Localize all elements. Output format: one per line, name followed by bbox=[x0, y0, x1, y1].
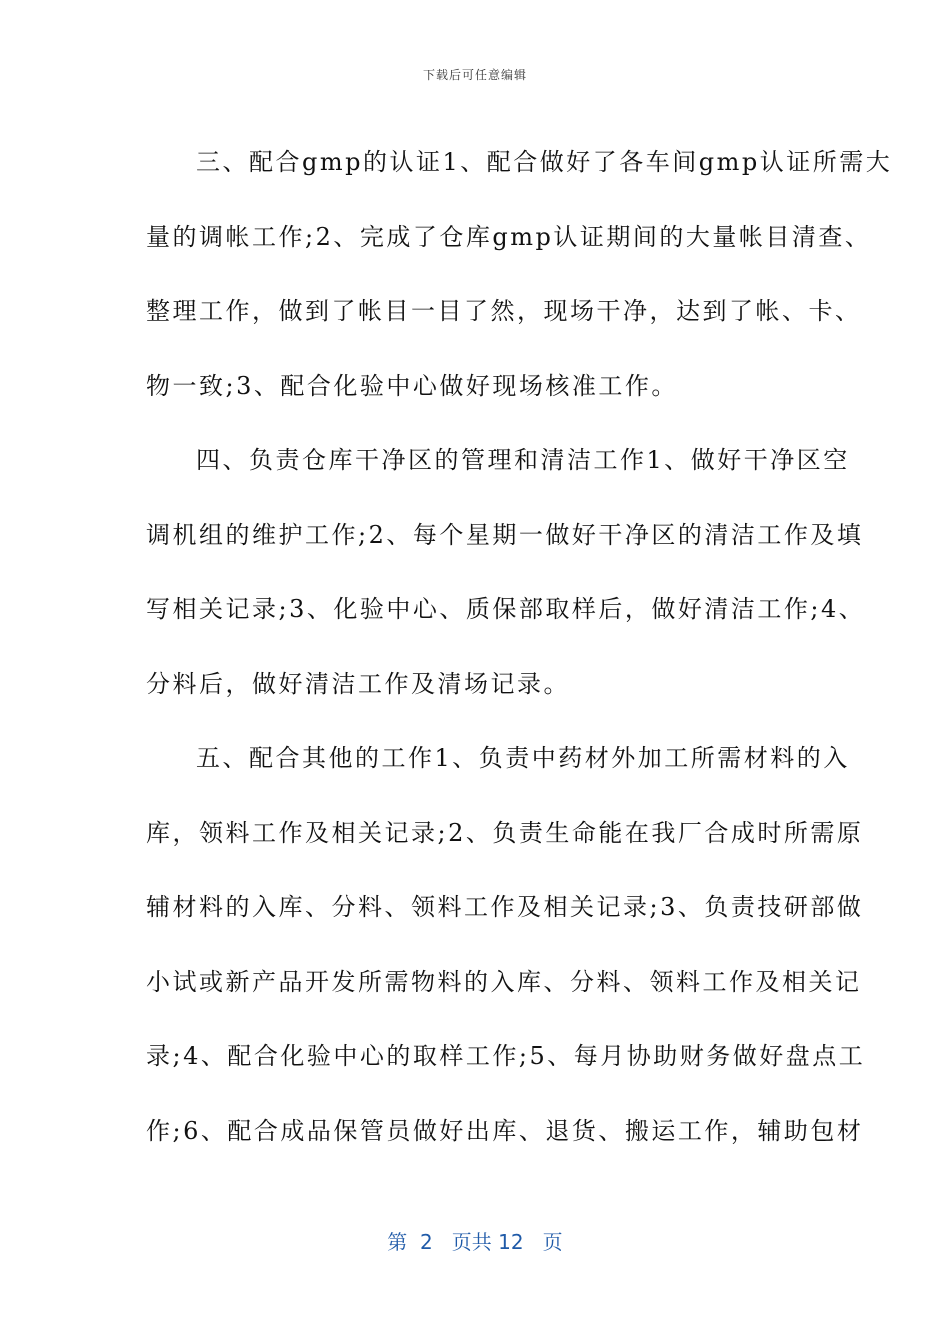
text-line: 四、负责仓库干净区的管理和清洁工作1、做好干净区空 bbox=[196, 446, 850, 474]
text-line: 物一致;3、配合化验中心做好现场核准工作。 bbox=[146, 371, 678, 400]
paragraph-5 bbox=[146, 721, 866, 1168]
text-line: 小试或新产品开发所需物料的入库、分料、领料工作及相关记 bbox=[146, 967, 862, 996]
text-line: 辅材料的入库、分料、领料工作及相关记录;3、负责技研部做 bbox=[146, 893, 864, 921]
page-number: 第 2 页共 12 页 bbox=[387, 1230, 563, 1254]
text-line: 调机组的维护工作;2、每个星期一做好干净区的清洁工作及填 bbox=[146, 520, 864, 549]
text-line: 录;4、配合化验中心的取样工作;5、每月协助财务做好盘点工 bbox=[146, 1042, 866, 1070]
text-line: 整理工作，做到了帐目一目了然，现场干净，达到了帐、卡、 bbox=[146, 297, 862, 325]
text-line: 写相关记录;3、化验中心、质保部取样后，做好清洁工作;4、 bbox=[146, 595, 866, 623]
paragraph-4 bbox=[146, 423, 866, 721]
text-line: 库，领料工作及相关记录;2、负责生命能在我厂合成时所需原 bbox=[146, 818, 864, 847]
text-line: 三、配合gmp的认证1、配合做好了各车间gmp认证所需大 bbox=[196, 148, 893, 176]
text-line: 分料后，做好清洁工作及清场记录。 bbox=[146, 669, 570, 698]
text-line: 五、配合其他的工作1、负责中药材外加工所需材料的入 bbox=[196, 744, 850, 772]
document-body bbox=[146, 125, 893, 1168]
text-line: 作;6、配合成品保管员做好出库、退货、搬运工作，辅助包材 bbox=[146, 1116, 864, 1145]
header-note: 下载后可任意编辑 bbox=[422, 68, 527, 82]
text-line: 量的调帐工作;2、完成了仓库gmp认证期间的大量帐目清查、 bbox=[146, 222, 872, 251]
paragraph-3 bbox=[146, 125, 893, 423]
